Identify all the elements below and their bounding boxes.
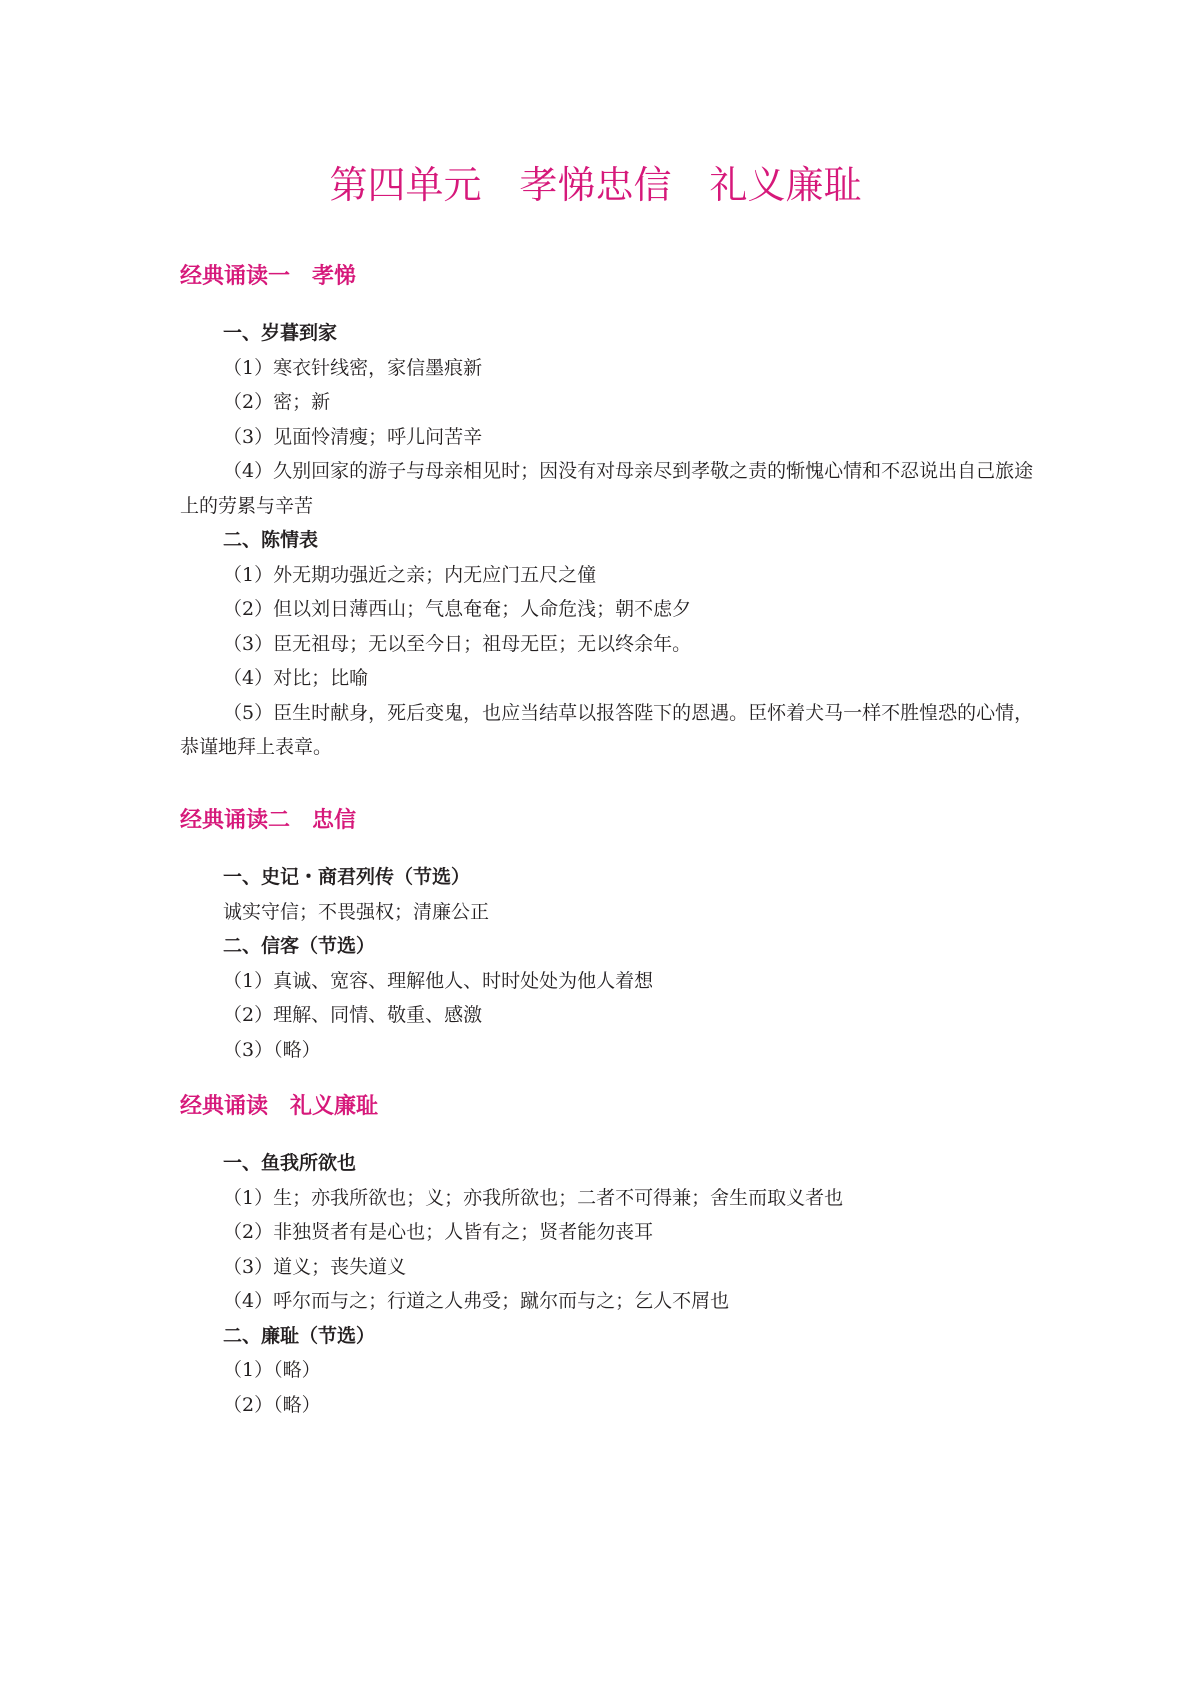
section-title: 经典诵读 礼义廉耻 bbox=[180, 1094, 379, 1119]
answer-line: （1）真诚、宽容、理解他人、时时处处为他人着想 bbox=[223, 969, 654, 992]
answer-line: （3）见面怜清瘦；呼儿问苦辛 bbox=[223, 425, 483, 448]
section-xiaoti bbox=[180, 262, 1040, 765]
answer-line: （3）（略） bbox=[223, 1038, 321, 1061]
answer-line: （1）外无期功强近之亲；内无应门五尺之僮 bbox=[223, 563, 597, 586]
section-zhongxin bbox=[180, 806, 1040, 1067]
subsection-heading: 二、陈情表 bbox=[223, 529, 319, 551]
answer-line: 诚实守信；不畏强权；清廉公正 bbox=[223, 900, 490, 923]
subsection-heading: 一、史记・商君列传（节选） bbox=[223, 866, 471, 888]
answer-line: （2）密；新 bbox=[223, 391, 331, 413]
answer-line: （3）臣无祖母；无以至今日；祖母无臣；无以终余年。 bbox=[223, 632, 692, 655]
answer-line: （5）臣生时献身，死后变鬼，也应当结草以报答陛下的恩遇。臣怀着犬马一样不胜惶恐的心情，恭谨地拜上表章。 bbox=[180, 701, 1034, 758]
answer-line: （2）但以刘日薄西山；气息奄奄；人命危浅；朝不虑夕 bbox=[223, 598, 692, 620]
section-title: 经典诵读一 孝悌 bbox=[180, 264, 357, 289]
section-liyilianchi bbox=[180, 1092, 1040, 1422]
answer-line: （1）（略） bbox=[223, 1359, 321, 1381]
subsection-heading: 一、岁暮到家 bbox=[223, 322, 338, 344]
subsection-heading: 二、廉耻（节选） bbox=[223, 1324, 376, 1347]
subsection-heading: 一、鱼我所欲也 bbox=[223, 1152, 357, 1174]
answer-line: （4）久别回家的游子与母亲相见时；因没有对母亲尽到孝敬之责的惭愧心情和不忍说出自己旅途上的劳累与辛苦 bbox=[180, 460, 1034, 517]
answer-line: （3）道义；丧失道义 bbox=[223, 1255, 407, 1278]
answer-line: （2）理解、同情、敬重、感激 bbox=[223, 1004, 483, 1026]
answer-line: （2）非独贤者有是心也；人皆有之；贤者能勿丧耳 bbox=[223, 1221, 654, 1243]
answer-line: （2）（略） bbox=[223, 1393, 321, 1416]
section-title: 经典诵读二 忠信 bbox=[180, 808, 357, 833]
answer-line: （1）寒衣针线密，家信墨痕新 bbox=[223, 356, 483, 379]
answer-line: （1）生；亦我所欲也；义；亦我所欲也；二者不可得兼；舍生而取义者也 bbox=[223, 1186, 844, 1209]
answer-line: （4）对比；比喻 bbox=[223, 667, 369, 689]
subsection-heading: 二、信客（节选） bbox=[223, 935, 376, 957]
answer-line: （4）呼尔而与之；行道之人弗受；蹴尔而与之；乞人不屑也 bbox=[223, 1290, 730, 1312]
unit-title: 第四单元 孝悌忠信 礼义廉耻 bbox=[329, 163, 862, 207]
